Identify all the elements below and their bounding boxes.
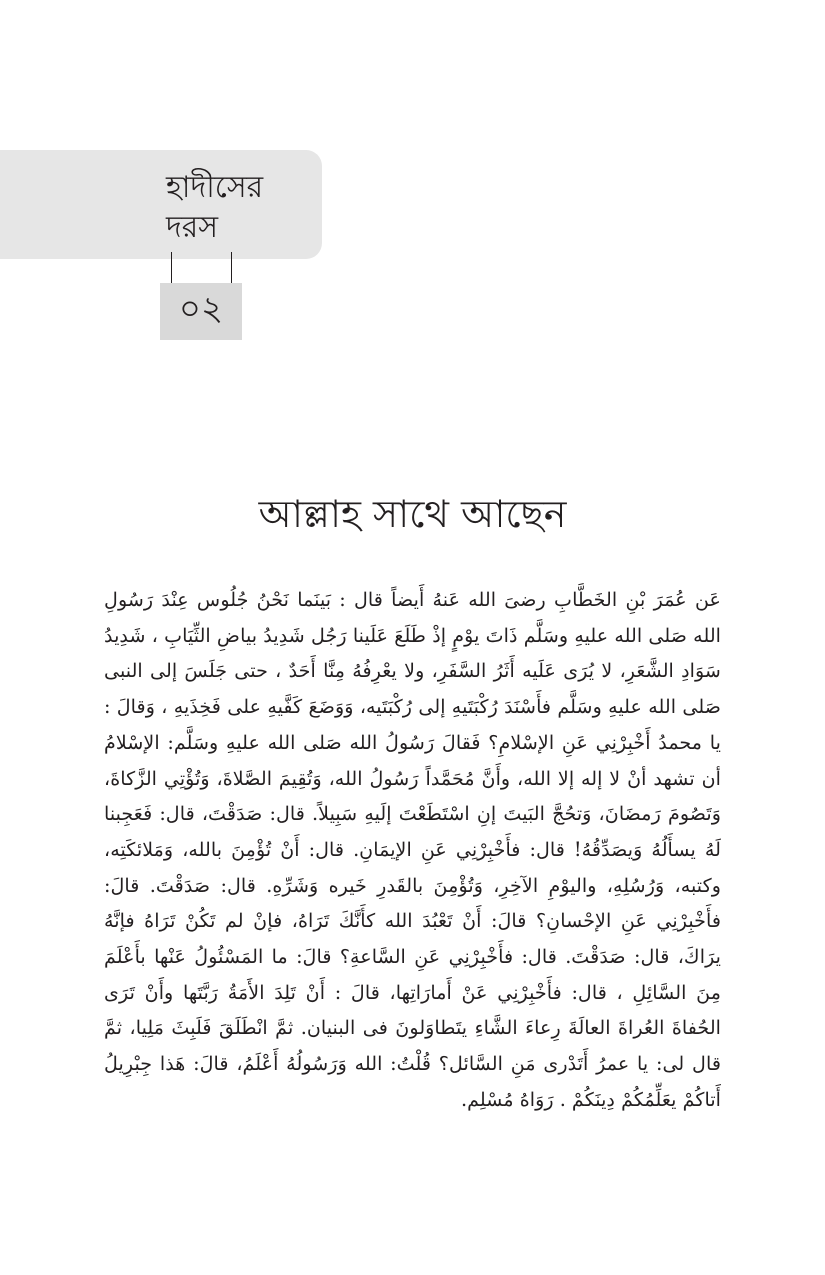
chapter-label-line-2: দরস <box>166 210 219 245</box>
chapter-label <box>166 168 316 248</box>
chapter-label-line-1: হাদীসের <box>166 170 264 205</box>
hadith-text: عَن عُمَرَ بْنِ الخَطَّابِ رضىَ الله عَنهُ أَيضاً قال : بَينَما نَحْنُ جُلُوس عِنْدَ رَسُولِ الله صَلى الله عليهِ وسَلَّم ذَاتَ يوْمٍ إذْ طَلَعَ عَلَينا رَجُل شَدِيدُ بياضِ الثِّيَابِ ، شَدِيدُ سَوَادِ الشَّعَرِ، لا يُرَى عَلَيه أَثَرُ السَّفَرِ، ولا يعْرِفُهُ مِنَّا أَحَدٌ ، حتى جَلَسَ إلى النبى صَلى الله عليهِ وسَلَّم فأَسْنَدَ رُكْبَتَيهِ إلى رُكْبَتَيه، وَوَضَعَ كَفَّيهِ على فَخِذَيهِ ، وَقالَ : يا محمدُ أَخْبِرْنِي عَنِ الإسْلامِ؟ فَقالَ رَسُولُ الله صَلى الله عليهِ وسَلَّم: الإسْلامُ أن تشهد أنْ لا إله إلا الله، وأَنَّ مُحَمَّداً رَسُولُ الله، وَتُقِيمَ الصَّلاةَ، وَتُؤْتِي الزَّكاةَ، وَتَصُومَ رَمضَانَ، وَتحُجَّ البَيتَ إنِ اسْتَطَعْتَ إلَيهِ سَبِيلاً. قال: صَدَقْتَ، قال: فَعَجِبنا لَهُ يسأَلُهُ وَيصَدِّقُهُ! قال: فأَخْبِرْنِي عَنِ الإيمَانِ. قال: أَنْ تُؤْمِنَ بالله، وَمَلائكَتِه، وكتبه، وَرُسُلِهِ، واليوْمِ الآخِرِ، وَتُؤْمِنَ بالقَدرِ خَيره وَشَرِّهِ. قال: صَدَقْتَ. قالَ: فأَخْبِرْنِي عَنِ الإحْسانِ؟ قالَ: أَنْ تَعْبُدَ الله كأَنَّكَ تَرَاهُ، فإنْ لم تَكُنْ تَرَاهُ فإنَّهُ يرَاكَ، قال: صَدَقْتَ. قال: فأَخْبِرْنِي عَنِ السَّاعةِ؟ قالَ: ما المَسْئُولُ عَنْها بأَعْلَمَ مِنَ السَّائِلِ ، قال: فأَخْبِرْنِي عَنْ أَمارَاتِها، قالَ : أَنْ تَلِدَ الأَمَةُ رَبَّتَها وأَنْ تَرَى الحُفاةَ العُراةَ العالَةَ رِعاءَ الشَّاءِ يتَطاوَلونَ فى البنيان. ثمَّ انْطَلَقَ فَلَبِثَ مَلِيا، ثمَّ قال لى: يا عمرُ أَتَدْرى مَنِ السَّائل؟ قُلْتُ: الله وَرَسُولُهُ أَعْلَمُ، قالَ: هَذا جِبْرِيلُ أَتاكُمْ يعَلِّمُكُمْ دِينَكُمْ . رَوَاهُ مُسْلِم. <box>104 588 721 1111</box>
connector-line-left <box>171 252 172 284</box>
lesson-title: আল্লাহ সাথে আছেন <box>258 492 567 536</box>
chapter-number: ০২ <box>160 283 242 340</box>
connector-line-right <box>231 252 232 284</box>
